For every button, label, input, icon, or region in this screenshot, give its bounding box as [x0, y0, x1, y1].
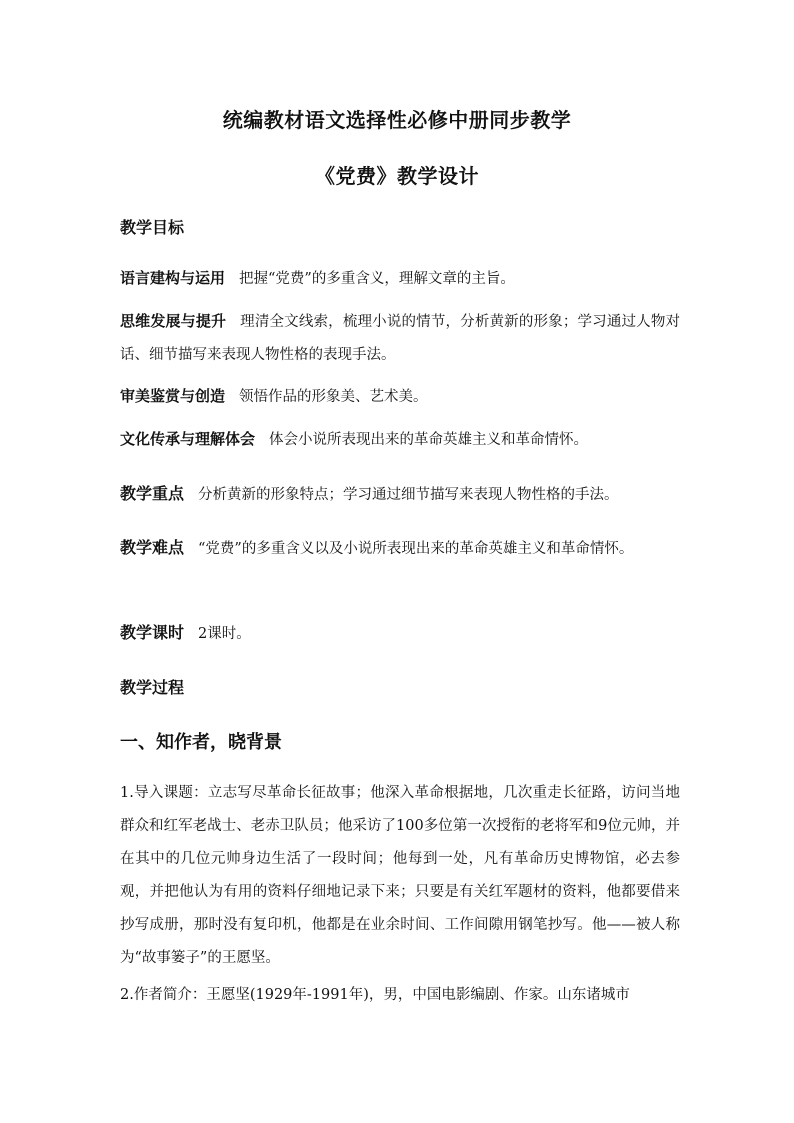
goal-label: 语言建构与运用 — [120, 269, 226, 287]
hours-text: 2课时。 — [198, 626, 251, 642]
goal-label: 思维发展与提升 — [120, 312, 227, 330]
paragraph-1: 1.导入课题：立志写尽革命长征故事；他深入革命根据地，几次重走长征路，访问当地群众和红军老战士、老赤卫队员；他采访了100多位第一次授衔的老将军和9位元帅，并在其中的几位元帅身边生活了一段时间；他每到一处，凡有革命历史博物馆，必去参观，并把他认为有用的资料仔细地记录下来；只要是有关红军题材的资料，他都要借来抄写成册，那时没有复印机，他都是在业余时间、工作间隙用钢笔抄写。他——被人称为“故事篓子”的王愿坚。 — [120, 785, 680, 966]
hours-label: 教学课时 — [120, 623, 185, 642]
goal-label: 文化传承与理解体会 — [120, 430, 256, 448]
goal-text: 体会小说所表现出来的革命英雄主义和革命情怀。 — [269, 432, 589, 448]
goal-text: 理清全文线索，梳理小说的情节，分析黄新的形象；学习通过人物对话、细节描写来表现人物性格的表现手法。 — [120, 314, 680, 363]
goal-item — [120, 380, 680, 413]
difficulty-text: “党费”的多重含义以及小说所表现出来的革命英雄主义和革命情怀。 — [198, 541, 634, 557]
goal-label: 审美鉴赏与创造 — [120, 387, 226, 405]
process-heading: 教学过程 — [120, 678, 185, 697]
document-title: 统编教材语文选择性必修中册同步教学 — [222, 108, 572, 132]
key-point-text: 分析黄新的形象特点；学习通过细节描写来表现人物性格的手法。 — [198, 487, 619, 503]
paragraph-2: 2.作者简介：王愿坚(1929年-1991年)，男，中国电影编剧、作家。山东诸城市 — [120, 987, 630, 1003]
goal-item — [120, 262, 680, 295]
section-heading: 一、知作者，晓背景 — [120, 732, 282, 753]
document-subtitle: 《党费》教学设计 — [315, 164, 479, 188]
goal-text: 把握“党费”的多重含义，理解文章的主旨。 — [239, 271, 515, 287]
key-point-label: 教学重点 — [120, 484, 185, 503]
goal-text: 领悟作品的形象美、艺术美。 — [239, 389, 428, 405]
hours — [120, 617, 680, 650]
goals-heading: 教学目标 — [120, 218, 185, 237]
goal-item — [120, 423, 680, 456]
difficulty-label: 教学难点 — [120, 538, 185, 557]
goal-item — [120, 305, 680, 371]
key-point — [120, 478, 680, 511]
difficulty — [120, 532, 680, 565]
